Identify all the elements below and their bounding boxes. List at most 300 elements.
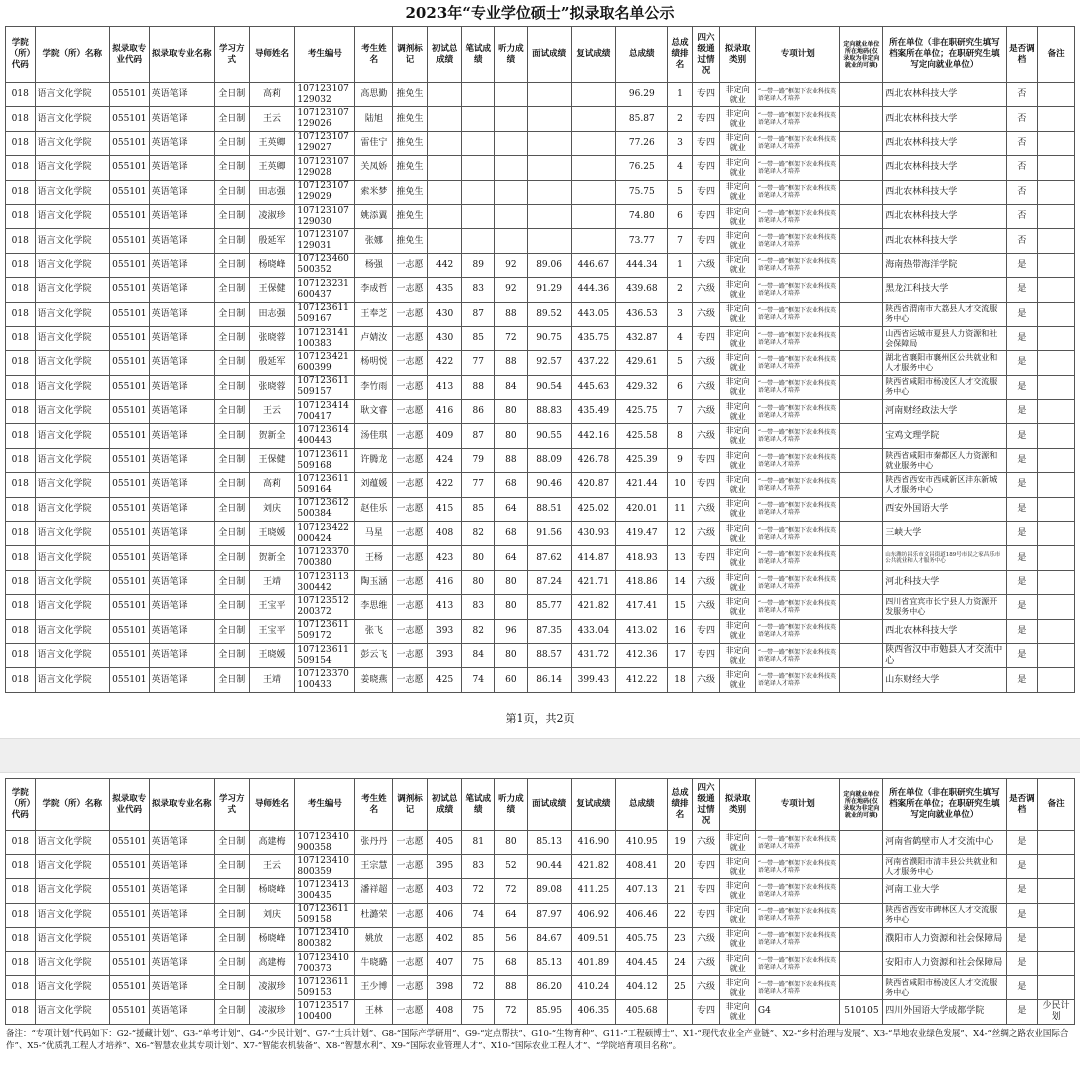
cell-interview-score <box>527 83 571 107</box>
cell-prelim-score: 407 <box>427 951 462 975</box>
cell-cet-status: 六级 <box>692 278 720 302</box>
cell-adjust-flag: 推免生 <box>393 180 428 204</box>
cell-major-name: 英语笔译 <box>149 668 214 692</box>
cell-special-plan: “一带一路”框架下农业科技英语笔译人才培养 <box>755 855 840 879</box>
cell-major-name: 英语笔译 <box>149 976 214 1000</box>
cell-exam-id: 107123611509158 <box>295 903 355 927</box>
cell-cet-status: 六级 <box>692 831 720 855</box>
header-study-mode: 学习方式 <box>214 27 249 83</box>
cell-college-code: 018 <box>6 473 36 497</box>
table-row <box>6 522 1075 546</box>
cell-total-score: 96.29 <box>616 83 668 107</box>
cell-rank: 7 <box>668 229 692 253</box>
cell-location-code <box>840 855 883 879</box>
cell-rank: 7 <box>668 400 692 424</box>
cell-admit-type: 非定向就业 <box>720 668 756 692</box>
cell-admit-type: 非定向就业 <box>720 107 756 131</box>
cell-admit-type: 非定向就业 <box>720 522 756 546</box>
cell-interview-score: 90.44 <box>527 855 571 879</box>
header-major-name: 拟录取专业名称 <box>149 779 214 831</box>
cell-location-code <box>840 619 883 643</box>
cell-name: 卢婧汝 <box>355 326 393 350</box>
cell-listening-score: 84 <box>495 375 528 399</box>
table-row <box>6 180 1075 204</box>
cell-name: 高思勤 <box>355 83 393 107</box>
cell-study-mode: 全日制 <box>214 204 249 228</box>
cell-interview-score: 89.06 <box>527 253 571 277</box>
cell-adjust-flag: 一志愿 <box>393 522 428 546</box>
header-exam-id: 考生编号 <box>295 779 355 831</box>
cell-adjust-flag: 推免生 <box>393 107 428 131</box>
cell-rank: 20 <box>668 855 692 879</box>
table-row <box>6 448 1075 472</box>
cell-admit-type: 非定向就业 <box>720 229 756 253</box>
cell-unit: 宝鸡文理学院 <box>883 424 1006 448</box>
cell-college-code: 018 <box>6 375 36 399</box>
cell-retest-score: 425.02 <box>571 497 616 521</box>
cell-advisor: 王保健 <box>249 448 295 472</box>
cell-file-transfer: 是 <box>1006 375 1038 399</box>
cell-interview-score: 90.75 <box>527 326 571 350</box>
cell-major-name: 英语笔译 <box>149 522 214 546</box>
cell-college-name: 语言文化学院 <box>35 424 109 448</box>
cell-special-plan: “一带一路”框架下农业科技英语笔译人才培养 <box>755 522 840 546</box>
cell-name: 雷佳宁 <box>355 131 393 155</box>
cell-name: 张丹丹 <box>355 831 393 855</box>
cell-major-code: 055101 <box>109 326 149 350</box>
cell-advisor: 凌淑珍 <box>249 204 295 228</box>
cell-total-score: 425.75 <box>616 400 668 424</box>
cell-prelim-score: 425 <box>427 668 462 692</box>
cell-written-score: 77 <box>462 473 495 497</box>
table-row <box>6 204 1075 228</box>
cell-college-code: 018 <box>6 903 36 927</box>
cell-remark <box>1038 204 1075 228</box>
header-retest-score: 复试成绩 <box>571 27 616 83</box>
cell-cet-status: 六级 <box>692 976 720 1000</box>
header-rank: 总成绩排名 <box>668 27 692 83</box>
cell-file-transfer: 否 <box>1006 229 1038 253</box>
cell-special-plan: “一带一路”框架下农业科技英语笔译人才培养 <box>755 351 840 375</box>
cell-adjust-flag: 一志愿 <box>393 619 428 643</box>
cell-remark <box>1038 180 1075 204</box>
cell-unit: 陕西省咸阳市杨凌区人才交流服务中心 <box>883 375 1006 399</box>
cell-college-code: 018 <box>6 156 36 180</box>
cell-advisor: 王云 <box>249 107 295 131</box>
table-row <box>6 253 1075 277</box>
cell-college-name: 语言文化学院 <box>35 107 109 131</box>
cell-location-code <box>840 424 883 448</box>
cell-name: 许腾龙 <box>355 448 393 472</box>
table-body <box>6 83 1075 693</box>
cell-admit-type: 非定向就业 <box>720 156 756 180</box>
cell-interview-score <box>527 131 571 155</box>
cell-college-name: 语言文化学院 <box>35 131 109 155</box>
cell-advisor: 王宝平 <box>249 595 295 619</box>
cell-major-name: 英语笔译 <box>149 497 214 521</box>
cell-prelim-score: 402 <box>427 927 462 951</box>
cell-prelim-score: 416 <box>427 570 462 594</box>
cell-unit: 湖北省襄阳市襄州区公共就业和人才服务中心 <box>883 351 1006 375</box>
cell-location-code <box>840 400 883 424</box>
cell-location-code <box>840 156 883 180</box>
cell-name: 张飞 <box>355 619 393 643</box>
cell-college-name: 语言文化学院 <box>35 253 109 277</box>
cell-college-name: 语言文化学院 <box>35 595 109 619</box>
cell-remark <box>1038 351 1075 375</box>
cell-adjust-flag: 推免生 <box>393 83 428 107</box>
cell-advisor: 殷延军 <box>249 229 295 253</box>
cell-major-name: 英语笔译 <box>149 855 214 879</box>
cell-total-score: 405.68 <box>616 1000 668 1024</box>
cell-location-code <box>840 229 883 253</box>
cell-college-name: 语言文化学院 <box>35 1000 109 1024</box>
cell-cet-status: 六级 <box>692 927 720 951</box>
cell-cet-status: 专四 <box>692 83 720 107</box>
cell-major-code: 055101 <box>109 107 149 131</box>
cell-interview-score: 90.46 <box>527 473 571 497</box>
header-cet-status: 四六级通过情况 <box>692 27 720 83</box>
cell-major-name: 英语笔译 <box>149 180 214 204</box>
cell-special-plan: “一带一路”框架下农业科技英语笔译人才培养 <box>755 156 840 180</box>
cell-listening-score: 92 <box>495 278 528 302</box>
cell-location-code <box>840 375 883 399</box>
cell-college-code: 018 <box>6 927 36 951</box>
cell-location-code <box>840 448 883 472</box>
cell-file-transfer: 是 <box>1006 570 1038 594</box>
cell-major-name: 英语笔译 <box>149 351 214 375</box>
cell-rank: 24 <box>668 951 692 975</box>
cell-exam-id: 107123614400443 <box>295 424 355 448</box>
cell-written-score: 74 <box>462 668 495 692</box>
cell-written-score: 83 <box>462 595 495 619</box>
cell-college-name: 语言文化学院 <box>35 927 109 951</box>
cell-rank: 6 <box>668 375 692 399</box>
cell-retest-score: 426.78 <box>571 448 616 472</box>
table-row <box>6 302 1075 326</box>
table-row <box>6 278 1075 302</box>
cell-listening-score <box>495 180 528 204</box>
cell-retest-score: 421.82 <box>571 855 616 879</box>
table-row <box>6 855 1075 879</box>
header-name: 考生姓名 <box>355 779 393 831</box>
page-separator <box>0 738 1080 773</box>
cell-prelim-score: 409 <box>427 424 462 448</box>
cell-total-score: 421.44 <box>616 473 668 497</box>
header-remark: 备注 <box>1038 779 1075 831</box>
cell-admit-type: 非定向就业 <box>720 131 756 155</box>
cell-prelim-score: 413 <box>427 595 462 619</box>
cell-total-score: 425.39 <box>616 448 668 472</box>
table-header-row <box>6 779 1075 831</box>
cell-listening-score: 88 <box>495 976 528 1000</box>
cell-interview-score <box>527 156 571 180</box>
header-written-score: 笔试成绩 <box>462 27 495 83</box>
cell-cet-status: 专四 <box>692 107 720 131</box>
cell-cet-status: 专四 <box>692 546 720 570</box>
cell-location-code <box>840 497 883 521</box>
cell-admit-type: 非定向就业 <box>720 375 756 399</box>
cell-rank: 9 <box>668 448 692 472</box>
cell-exam-id: 107123611509167 <box>295 302 355 326</box>
cell-total-score: 405.75 <box>616 927 668 951</box>
table-row <box>6 156 1075 180</box>
cell-major-code: 055101 <box>109 546 149 570</box>
cell-adjust-flag: 一志愿 <box>393 879 428 903</box>
admission-table-page-2 <box>5 778 1075 1025</box>
cell-cet-status: 六级 <box>692 400 720 424</box>
cell-retest-score: 435.49 <box>571 400 616 424</box>
cell-file-transfer: 否 <box>1006 131 1038 155</box>
cell-name: 陶玉涵 <box>355 570 393 594</box>
cell-total-score: 429.61 <box>616 351 668 375</box>
cell-college-name: 语言文化学院 <box>35 643 109 667</box>
cell-major-name: 英语笔译 <box>149 326 214 350</box>
cell-advisor: 王晓媛 <box>249 522 295 546</box>
cell-interview-score: 86.14 <box>527 668 571 692</box>
cell-adjust-flag: 一志愿 <box>393 375 428 399</box>
cell-rank: 8 <box>668 424 692 448</box>
cell-name: 马星 <box>355 522 393 546</box>
cell-unit: 西北农林科技大学 <box>883 156 1006 180</box>
cell-location-code <box>840 831 883 855</box>
cell-interview-score: 85.13 <box>527 951 571 975</box>
cell-major-name: 英语笔译 <box>149 253 214 277</box>
cell-major-code: 055101 <box>109 831 149 855</box>
cell-special-plan: “一带一路”框架下农业科技英语笔译人才培养 <box>755 951 840 975</box>
header-name: 考生姓名 <box>355 27 393 83</box>
table-row <box>6 400 1075 424</box>
cell-major-name: 英语笔译 <box>149 831 214 855</box>
cell-prelim-score: 422 <box>427 473 462 497</box>
cell-advisor: 高建梅 <box>249 951 295 975</box>
cell-retest-score: 421.82 <box>571 595 616 619</box>
cell-prelim-score: 416 <box>427 400 462 424</box>
header-remark: 备注 <box>1038 27 1075 83</box>
cell-total-score: 413.02 <box>616 619 668 643</box>
cell-admit-type: 非定向就业 <box>720 879 756 903</box>
cell-unit: 河南工业大学 <box>883 879 1006 903</box>
cell-study-mode: 全日制 <box>214 546 249 570</box>
cell-adjust-flag: 一志愿 <box>393 831 428 855</box>
header-prelim-score: 初试总成绩 <box>427 779 462 831</box>
cell-major-name: 英语笔译 <box>149 448 214 472</box>
cell-exam-id: 107123107129030 <box>295 204 355 228</box>
cell-major-name: 英语笔译 <box>149 951 214 975</box>
cell-advisor: 凌淑珍 <box>249 1000 295 1024</box>
header-exam-id: 考生编号 <box>295 27 355 83</box>
cell-admit-type: 非定向就业 <box>720 302 756 326</box>
header-location-code: 定向就业单位所在地码(仅录取为非定向就业的可填) <box>840 779 883 831</box>
cell-rank: 22 <box>668 903 692 927</box>
cell-admit-type: 非定向就业 <box>720 180 756 204</box>
cell-college-code: 018 <box>6 400 36 424</box>
cell-adjust-flag: 推免生 <box>393 131 428 155</box>
cell-file-transfer: 是 <box>1006 522 1038 546</box>
cell-study-mode: 全日制 <box>214 278 249 302</box>
cell-exam-id: 107123612500384 <box>295 497 355 521</box>
cell-interview-score: 90.54 <box>527 375 571 399</box>
cell-location-code <box>840 302 883 326</box>
cell-prelim-score: 442 <box>427 253 462 277</box>
cell-major-name: 英语笔译 <box>149 546 214 570</box>
cell-listening-score: 80 <box>495 424 528 448</box>
cell-adjust-flag: 一志愿 <box>393 253 428 277</box>
cell-major-name: 英语笔译 <box>149 302 214 326</box>
cell-total-score: 420.01 <box>616 497 668 521</box>
cell-adjust-flag: 一志愿 <box>393 424 428 448</box>
cell-interview-score: 88.57 <box>527 643 571 667</box>
cell-listening-score: 56 <box>495 927 528 951</box>
cell-advisor: 杨晓峰 <box>249 253 295 277</box>
cell-major-name: 英语笔译 <box>149 131 214 155</box>
cell-unit: 四川外国语大学成都学院 <box>883 1000 1006 1024</box>
cell-location-code <box>840 326 883 350</box>
cell-written-score: 77 <box>462 351 495 375</box>
cell-location-code <box>840 643 883 667</box>
cell-rank: 13 <box>668 546 692 570</box>
cell-exam-id: 107123141100383 <box>295 326 355 350</box>
cell-listening-score: 88 <box>495 351 528 375</box>
cell-retest-score <box>571 229 616 253</box>
cell-remark <box>1038 497 1075 521</box>
cell-college-code: 018 <box>6 83 36 107</box>
cell-remark <box>1038 400 1075 424</box>
cell-special-plan: “一带一路”框架下农业科技英语笔译人才培养 <box>755 619 840 643</box>
cell-interview-score <box>527 229 571 253</box>
cell-retest-score: 411.25 <box>571 879 616 903</box>
cell-advisor: 高建梅 <box>249 831 295 855</box>
cell-study-mode: 全日制 <box>214 643 249 667</box>
cell-admit-type: 非定向就业 <box>720 83 756 107</box>
cell-exam-id: 107123422000424 <box>295 522 355 546</box>
cell-rank: 18 <box>668 668 692 692</box>
cell-admit-type: 非定向就业 <box>720 278 756 302</box>
cell-study-mode: 全日制 <box>214 375 249 399</box>
cell-unit: 西北农林科技大学 <box>883 229 1006 253</box>
cell-written-score: 81 <box>462 831 495 855</box>
cell-rank: 6 <box>668 204 692 228</box>
cell-major-code: 055101 <box>109 497 149 521</box>
cell-study-mode: 全日制 <box>214 927 249 951</box>
cell-exam-id: 107123421600399 <box>295 351 355 375</box>
cell-college-name: 语言文化学院 <box>35 903 109 927</box>
cell-unit: 陕西省咸阳市杨凌区人才交流服务中心 <box>883 976 1006 1000</box>
cell-major-code: 055101 <box>109 156 149 180</box>
cell-retest-score <box>571 131 616 155</box>
cell-written-score <box>462 83 495 107</box>
cell-special-plan: “一带一路”框架下农业科技英语笔译人才培养 <box>755 643 840 667</box>
cell-major-code: 055101 <box>109 595 149 619</box>
cell-listening-score: 80 <box>495 643 528 667</box>
cell-remark <box>1038 278 1075 302</box>
cell-study-mode: 全日制 <box>214 424 249 448</box>
cell-cet-status: 专四 <box>692 180 720 204</box>
cell-special-plan: “一带一路”框架下农业科技英语笔译人才培养 <box>755 253 840 277</box>
cell-location-code <box>840 570 883 594</box>
cell-name: 姜晓燕 <box>355 668 393 692</box>
cell-total-score: 432.87 <box>616 326 668 350</box>
cell-file-transfer: 是 <box>1006 400 1038 424</box>
cell-major-code: 055101 <box>109 400 149 424</box>
cell-written-score: 82 <box>462 619 495 643</box>
table-row <box>6 131 1075 155</box>
cell-special-plan: “一带一路”框架下农业科技英语笔译人才培养 <box>755 229 840 253</box>
cell-rank <box>668 1000 692 1024</box>
cell-file-transfer: 是 <box>1006 278 1038 302</box>
table-row <box>6 326 1075 350</box>
table-row <box>6 424 1075 448</box>
cell-major-code: 055101 <box>109 643 149 667</box>
cell-admit-type: 非定向就业 <box>720 903 756 927</box>
cell-advisor: 王英卿 <box>249 131 295 155</box>
cell-major-code: 055101 <box>109 424 149 448</box>
cell-college-code: 018 <box>6 229 36 253</box>
cell-study-mode: 全日制 <box>214 951 249 975</box>
cell-advisor: 刘庆 <box>249 903 295 927</box>
cell-unit: 河北科技大学 <box>883 570 1006 594</box>
cell-location-code <box>840 107 883 131</box>
cell-interview-score: 85.77 <box>527 595 571 619</box>
cell-interview-score: 86.20 <box>527 976 571 1000</box>
cell-remark <box>1038 302 1075 326</box>
cell-listening-score <box>495 83 528 107</box>
cell-name: 姚添翼 <box>355 204 393 228</box>
cell-exam-id: 107123107129031 <box>295 229 355 253</box>
cell-written-score: 84 <box>462 643 495 667</box>
header-listening-score: 听力成绩 <box>495 779 528 831</box>
cell-exam-id: 107123107129027 <box>295 131 355 155</box>
cell-prelim-score <box>427 156 462 180</box>
cell-cet-status: 专四 <box>692 643 720 667</box>
cell-name: 王少博 <box>355 976 393 1000</box>
cell-file-transfer: 是 <box>1006 473 1038 497</box>
cell-written-score <box>462 229 495 253</box>
cell-major-code: 055101 <box>109 619 149 643</box>
cell-exam-id: 107123611509157 <box>295 375 355 399</box>
cell-study-mode: 全日制 <box>214 180 249 204</box>
cell-prelim-score <box>427 107 462 131</box>
cell-adjust-flag: 一志愿 <box>393 668 428 692</box>
cell-adjust-flag: 一志愿 <box>393 302 428 326</box>
cell-major-code: 055101 <box>109 522 149 546</box>
cell-college-name: 语言文化学院 <box>35 668 109 692</box>
cell-location-code <box>840 131 883 155</box>
cell-cet-status: 专四 <box>692 619 720 643</box>
page-title: 2023年“专业学位硕士”拟录取名单公示 <box>405 4 675 22</box>
cell-name: 李思维 <box>355 595 393 619</box>
cell-name: 王奉芝 <box>355 302 393 326</box>
cell-major-code: 055101 <box>109 204 149 228</box>
cell-unit: 陕西省西安市西咸新区沣东新城人才服务中心 <box>883 473 1006 497</box>
cell-special-plan: “一带一路”框架下农业科技英语笔译人才培养 <box>755 903 840 927</box>
cell-written-score: 85 <box>462 497 495 521</box>
cell-location-code <box>840 927 883 951</box>
cell-remark <box>1038 522 1075 546</box>
cell-college-name: 语言文化学院 <box>35 879 109 903</box>
cell-prelim-score: 393 <box>427 643 462 667</box>
cell-exam-id: 107123517100400 <box>295 1000 355 1024</box>
cell-major-name: 英语笔译 <box>149 107 214 131</box>
cell-name: 杨强 <box>355 253 393 277</box>
cell-remark <box>1038 229 1075 253</box>
cell-cet-status: 专四 <box>692 131 720 155</box>
cell-admit-type: 非定向就业 <box>720 619 756 643</box>
cell-rank: 3 <box>668 131 692 155</box>
cell-unit: 河南省濮阳市清丰县公共就业和人才服务中心 <box>883 855 1006 879</box>
table-row <box>6 1000 1075 1024</box>
cell-written-score <box>462 131 495 155</box>
